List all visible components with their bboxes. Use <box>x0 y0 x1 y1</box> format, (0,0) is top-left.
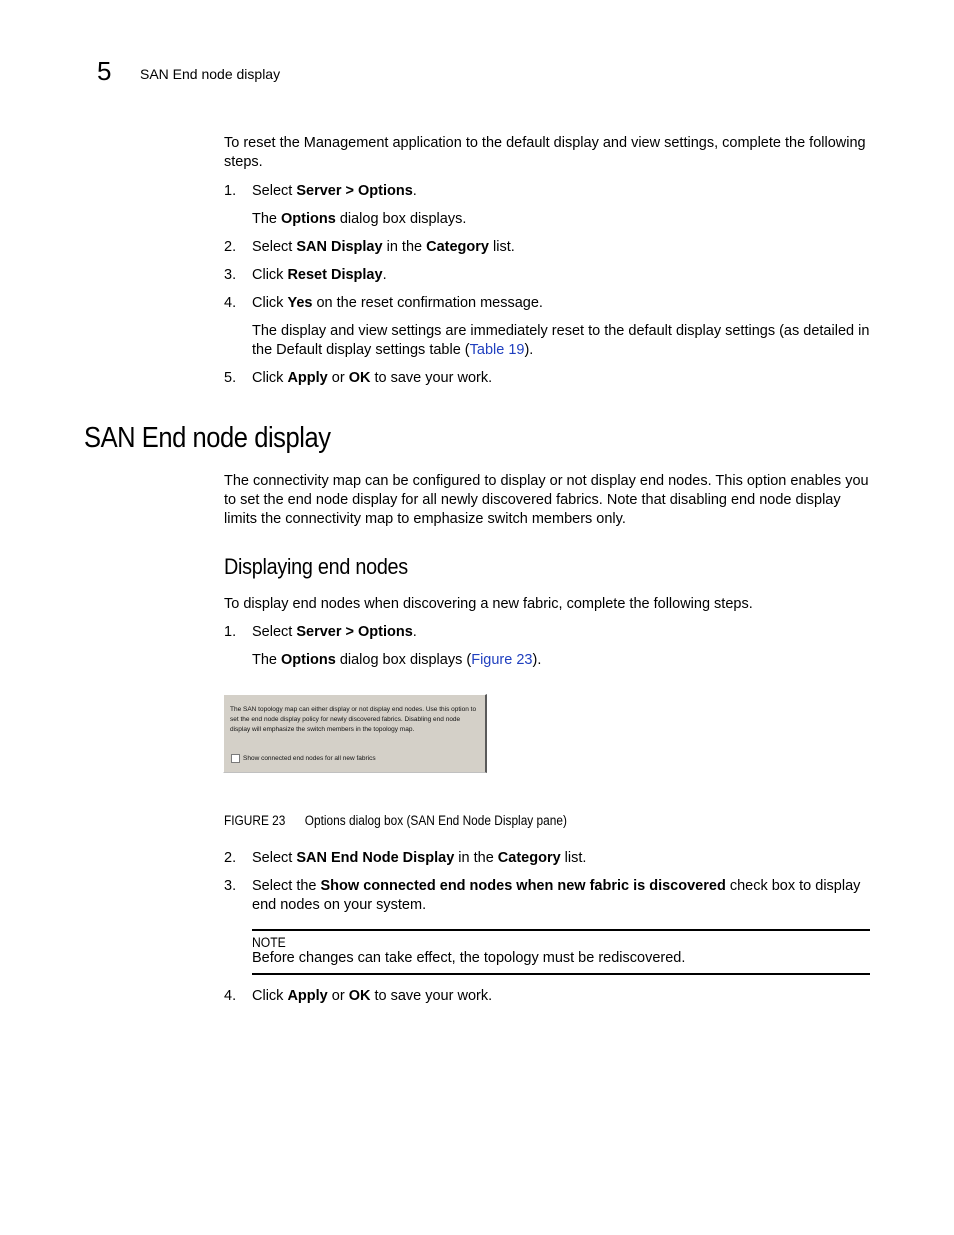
display-step-1-result: The Options dialog box displays (Figure 23). <box>252 652 542 668</box>
note-label: NOTE <box>252 935 286 950</box>
pane-description: The SAN topology map can either display or not display end nodes. Use this option to set the end node display policy for newly discovered fabrics. Disabling end node display will emphasize the switch members in the topology map. <box>230 706 477 733</box>
note-top-rule <box>252 929 870 931</box>
section-title: SAN End node display <box>84 422 331 454</box>
reset-step-4-result: The display and view settings are immediately reset to the default display settings (as detailed in the Default display settings table (Table 19). <box>252 323 870 358</box>
options-dialog-screenshot <box>223 694 487 773</box>
menu-path: Server > Options <box>296 183 413 199</box>
step-number: 1. <box>224 183 237 199</box>
subsection-intro: To display end nodes when discovering a new fabric, complete the following steps. <box>224 596 753 612</box>
section-body: The connectivity map can be configured to display or not display end nodes. This option enables you to set the end node display for all newly discovered fabrics. Note that disabling end node display limits the connectivity map to emphasize switch members only. <box>224 473 869 527</box>
figure-caption <box>224 811 567 830</box>
chapter-number: 5 <box>97 56 112 86</box>
reset-step-1-result: The Options dialog box displays. <box>252 211 467 227</box>
subsection-title: Displaying end nodes <box>224 554 408 579</box>
running-header-title: SAN End node display <box>140 66 281 82</box>
show-end-nodes-label: Show connected end nodes for all new fabrics <box>243 755 376 762</box>
note-text: Before changes can take effect, the topology must be rediscovered. <box>252 950 686 966</box>
note-bottom-rule <box>252 973 870 975</box>
intro-paragraph: To reset the Management application to the default display and view settings, complete the following steps. <box>224 135 866 170</box>
figure-23-link[interactable]: Figure 23 <box>471 652 533 668</box>
show-end-nodes-checkbox[interactable] <box>231 754 240 763</box>
figure-title: Options dialog box (SAN End Node Display pane) <box>304 813 567 828</box>
figure-label: FIGURE 23 <box>224 813 286 828</box>
table-19-link[interactable]: Table 19 <box>469 342 525 358</box>
